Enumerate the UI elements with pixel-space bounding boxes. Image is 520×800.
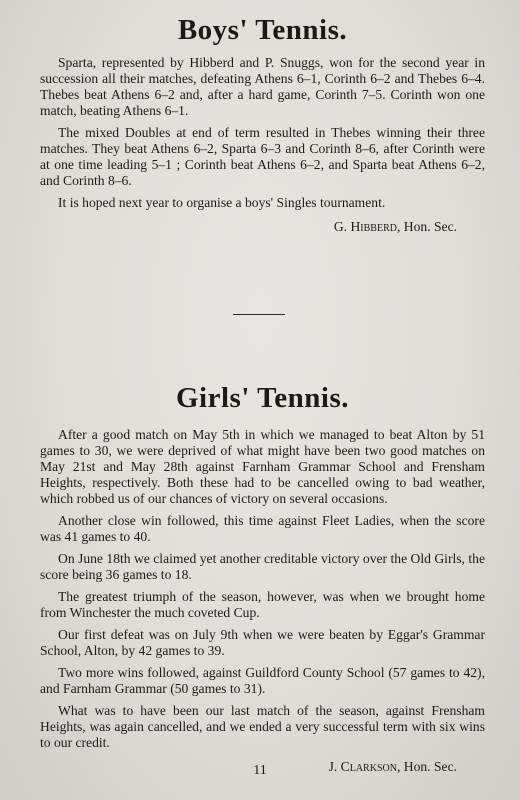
girls-paragraph-7: What was to have been our last match of the season, against Frensham Heights, was again cancelled, and we ended a very successful term with six wins to our credit.	[40, 703, 485, 750]
girls-paragraph-2: Another close win followed, this time against Fleet Ladies, when the score was 41 games to 40.	[40, 513, 485, 544]
girls-tennis-section	[40, 382, 485, 781]
boys-paragraph-3: It is hoped next year to organise a boys' Singles tournament.	[58, 195, 386, 210]
girls-paragraph-6: Two more wins followed, against Guildford County School (57 games to 42), and Farnham Grammar (50 games to 31).	[40, 665, 485, 696]
girls-paragraph-5: Our first defeat was on July 9th when we were beaten by Eggar's Grammar School, Alton, by 42 games to 39.	[40, 627, 485, 658]
page-number: 11	[253, 763, 267, 778]
boys-paragraph-1: Sparta, represented by Hibberd and P. Snuggs, won for the second year in succession all their matches, defeating Athens 6–1, Corinth 6–2 and Thebes 6–4. Thebes beat Athens 6–2 and, after a hard game, Corinth 7–5. Corinth won one match, beating Athens 6–1.	[40, 55, 485, 118]
section-divider	[233, 314, 285, 315]
boys-signature-role: Hon. Sec.	[403, 219, 457, 234]
boys-tennis-title: Boys' Tennis.	[177, 14, 348, 46]
boys-signature	[40, 219, 485, 235]
girls-signature-role: Hon. Sec.	[403, 759, 457, 774]
girls-tennis-title: Girls' Tennis.	[175, 382, 349, 414]
girls-signature-name: J. Clarkson,	[328, 759, 401, 774]
girls-paragraph-3: On June 18th we claimed yet another creditable victory over the Old Girls, the score being 36 games to 18.	[40, 551, 485, 582]
boys-paragraph-2: The mixed Doubles at end of term resulted in Thebes winning their three matches. They beat Athens 6–2, Sparta 6–3 and Corinth 8–6, after Corinth were at one time leading 5–1 ; Corinth beat Athens 6–2, and Sparta beat Athens 6–2, and Corinth 8–6.	[40, 125, 485, 188]
boys-tennis-section	[40, 14, 485, 241]
boys-signature-name: G. Hibberd,	[333, 219, 401, 234]
girls-paragraph-1: After a good match on May 5th in which we managed to beat Alton by 51 games to 30, we were deprived of what might have been two good matches on May 21st and May 28th against Farnham Grammar School and Frensham Heights, respectively. Both these had to be cancelled owing to bad weather, which robbed us of our chances of victory on several occasions.	[40, 427, 485, 506]
girls-paragraph-4: The greatest triumph of the season, however, was when we brought home from Winchester the much coveted Cup.	[40, 589, 485, 620]
